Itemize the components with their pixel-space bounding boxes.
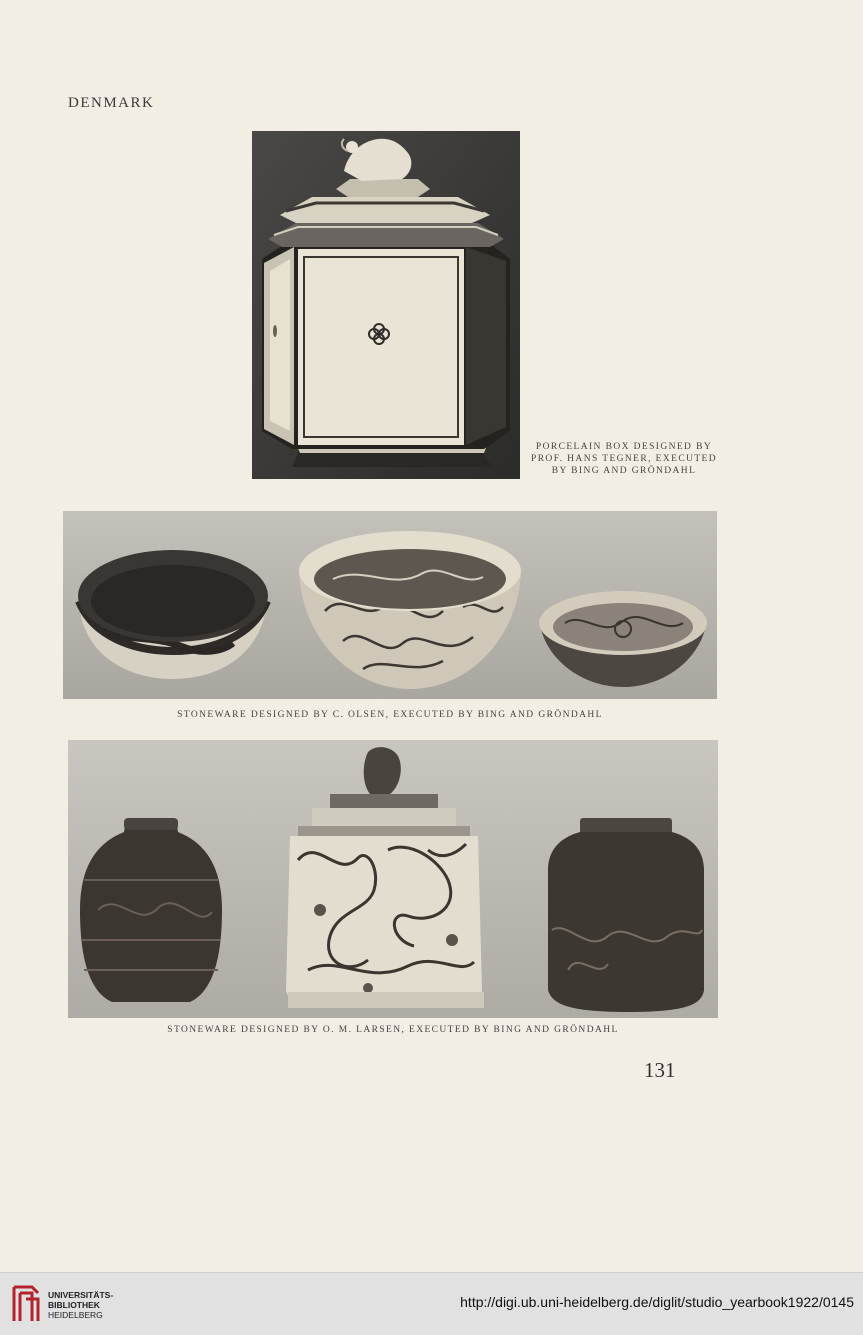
logo-line: HEIDELBERG bbox=[48, 1310, 103, 1320]
bowls-illustration bbox=[63, 511, 717, 699]
university-library-logo-icon[interactable] bbox=[10, 1281, 42, 1327]
olsen-bowls-caption: STONEWARE DESIGNED BY C. OLSEN, EXECUTED BY BING AND GRÖNDAHL bbox=[177, 710, 603, 720]
library-footer bbox=[0, 1272, 863, 1335]
porcelain-box-photo bbox=[252, 131, 520, 479]
logo-line: UNIVERSITÄTS- bbox=[48, 1290, 114, 1300]
library-logo-text bbox=[48, 1290, 113, 1320]
jars-illustration bbox=[68, 740, 718, 1018]
larsen-jars-caption: STONEWARE DESIGNED BY O. M. LARSEN, EXECUTED BY BING AND GRÖNDAHL bbox=[167, 1025, 619, 1035]
permalink-url[interactable]: http://digi.ub.uni-heidelberg.de/diglit/studio_yearbook1922/0145 bbox=[460, 1294, 854, 1310]
page-number: 131 bbox=[644, 1058, 676, 1082]
running-head: DENMARK bbox=[68, 95, 155, 111]
larsen-jars-photo bbox=[68, 740, 718, 1018]
porcelain-box-illustration bbox=[252, 131, 520, 479]
caption-line: BY BING AND GRÖNDAHL bbox=[551, 466, 697, 476]
logo-line: BIBLIOTHEK bbox=[48, 1300, 100, 1310]
porcelain-box-caption bbox=[528, 441, 720, 477]
caption-line: PROF. HANS TEGNER, EXECUTED bbox=[531, 454, 717, 464]
olsen-bowls-photo bbox=[63, 511, 717, 699]
caption-line: PORCELAIN BOX DESIGNED BY bbox=[535, 442, 713, 452]
